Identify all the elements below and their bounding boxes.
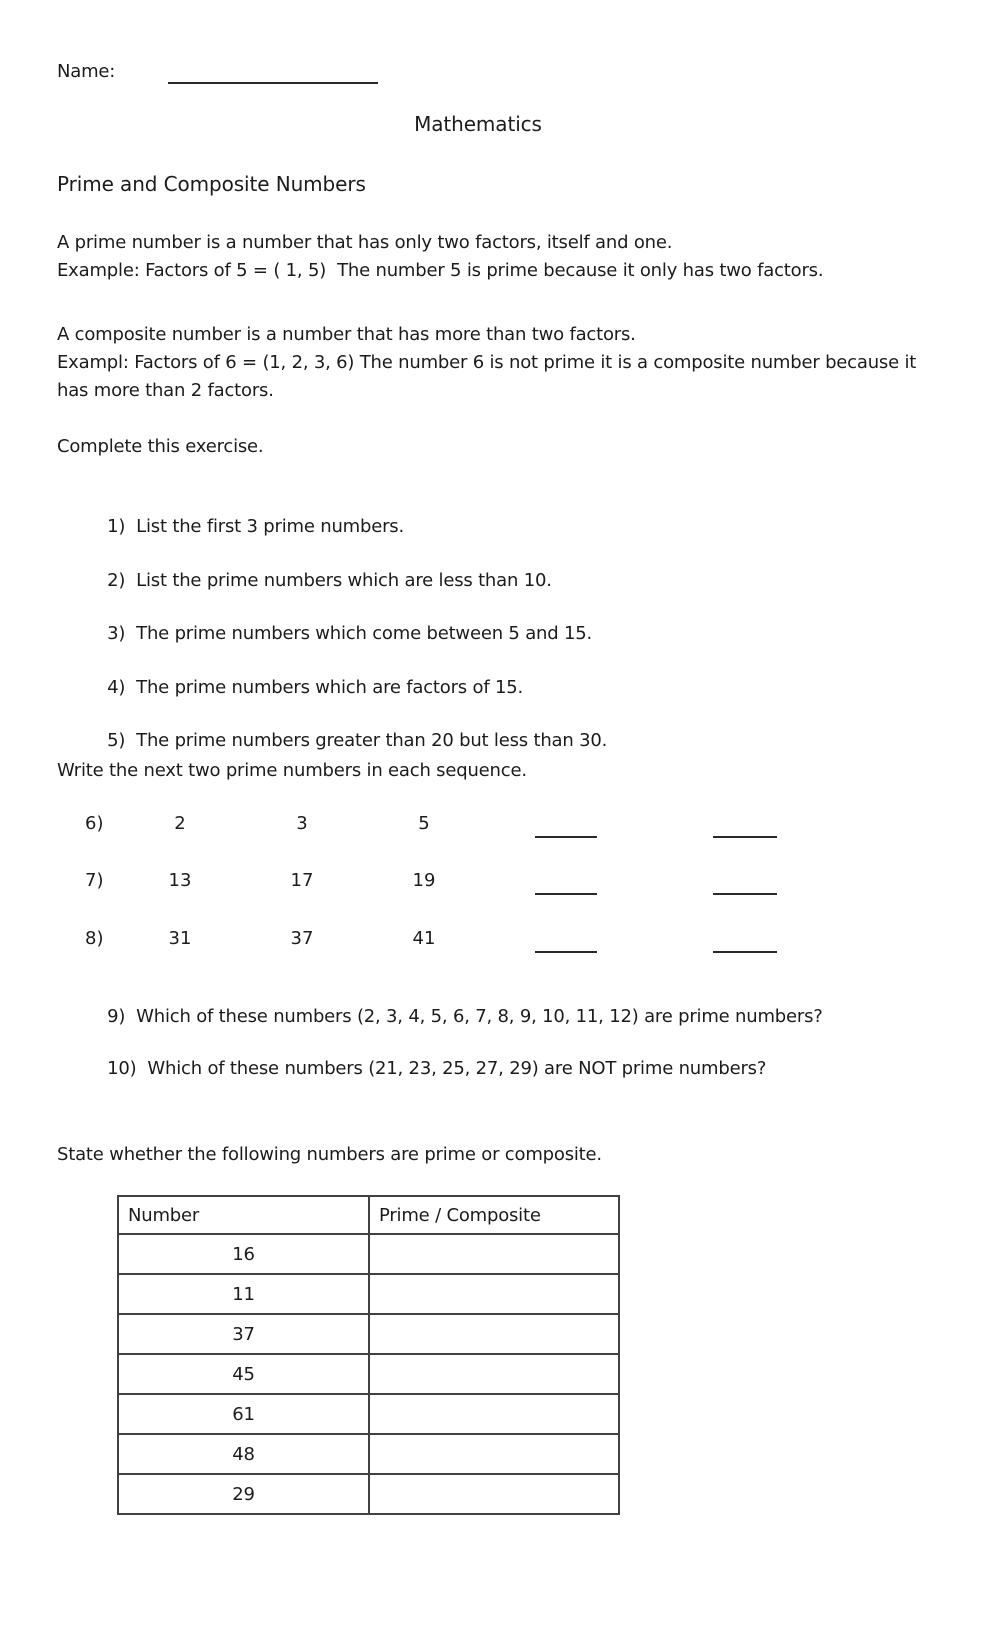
sequence-value: 37 <box>290 928 314 949</box>
question-row-10 <box>85 1033 766 1105</box>
answer-blank-1[interactable] <box>535 818 597 838</box>
answer-blank-2[interactable] <box>713 933 777 953</box>
worksheet-title: Prime and Composite Numbers <box>57 172 366 196</box>
answer-blank-1[interactable] <box>535 933 597 953</box>
question-text: The prime numbers which are factors of 15. <box>136 677 523 698</box>
question-text: Which of these numbers (2, 3, 4, 5, 6, 7, 8, 9, 10, 11, 12) are prime numbers? <box>136 1006 823 1027</box>
number-cell: 16 <box>118 1234 369 1274</box>
question-text: The prime numbers greater than 20 but less than 30. <box>136 730 608 751</box>
answer-cell[interactable] <box>369 1354 619 1394</box>
table-row <box>118 1434 619 1474</box>
sequence-number: 8) <box>85 928 104 949</box>
prime-composite-table <box>117 1195 620 1515</box>
number-cell: 11 <box>118 1274 369 1314</box>
answer-blank-2[interactable] <box>713 875 777 895</box>
prime-definition-line-1: A prime number is a number that has only two factors, itself and one. <box>57 232 673 253</box>
sequence-row-7 <box>0 870 1000 896</box>
answer-cell[interactable] <box>369 1274 619 1314</box>
composite-definition-line-3: has more than 2 factors. <box>57 380 274 401</box>
sequence-value: 41 <box>412 928 436 949</box>
table-header-row <box>118 1196 619 1234</box>
table-prompt: State whether the following numbers are prime or composite. <box>57 1144 602 1165</box>
page-title: Mathematics <box>414 112 542 136</box>
answer-blank-1[interactable] <box>535 875 597 895</box>
sequence-prompt: Write the next two prime numbers in each sequence. <box>57 760 527 781</box>
name-field-line[interactable] <box>168 60 378 84</box>
composite-definition-line-2: Exampl: Factors of 6 = (1, 2, 3, 6) The number 6 is not prime it is a composite number because it <box>57 352 917 373</box>
question-text: The prime numbers which come between 5 and 15. <box>136 623 593 644</box>
table-row <box>118 1474 619 1514</box>
sequence-number: 6) <box>85 813 104 834</box>
number-cell: 29 <box>118 1474 369 1514</box>
sequence-value: 2 <box>174 813 186 834</box>
question-number: 5) <box>107 730 126 751</box>
answer-cell[interactable] <box>369 1474 619 1514</box>
question-text: Which of these numbers (21, 23, 25, 27, 29) are NOT prime numbers? <box>147 1058 767 1079</box>
question-number: 10) <box>107 1058 137 1079</box>
question-number: 9) <box>107 1006 126 1027</box>
table-row <box>118 1354 619 1394</box>
table-header-prime-composite: Prime / Composite <box>369 1196 619 1234</box>
sequence-value: 19 <box>412 870 436 891</box>
question-text: List the prime numbers which are less than 10. <box>136 570 552 591</box>
sequence-row-6 <box>0 813 1000 839</box>
answer-cell[interactable] <box>369 1234 619 1274</box>
sequence-number: 7) <box>85 870 104 891</box>
question-number: 4) <box>107 677 126 698</box>
question-number: 1) <box>107 516 126 537</box>
number-cell: 37 <box>118 1314 369 1354</box>
number-cell: 48 <box>118 1434 369 1474</box>
question-number: 2) <box>107 570 126 591</box>
answer-blank-2[interactable] <box>713 818 777 838</box>
table-header-number: Number <box>118 1196 369 1234</box>
composite-definition-line-1: A composite number is a number that has more than two factors. <box>57 324 636 345</box>
question-text: List the first 3 prime numbers. <box>136 516 404 537</box>
answer-cell[interactable] <box>369 1434 619 1474</box>
prime-definition-line-2: Example: Factors of 5 = ( 1, 5) The number 5 is prime because it only has two factors. <box>57 260 824 281</box>
number-cell: 45 <box>118 1354 369 1394</box>
table-row <box>118 1314 619 1354</box>
sequence-value: 13 <box>168 870 192 891</box>
answer-cell[interactable] <box>369 1394 619 1434</box>
table-row <box>118 1394 619 1434</box>
complete-exercise-instruction: Complete this exercise. <box>57 436 264 457</box>
table-row <box>118 1274 619 1314</box>
number-cell: 61 <box>118 1394 369 1434</box>
sequence-value: 31 <box>168 928 192 949</box>
sequence-value: 17 <box>290 870 314 891</box>
table-row <box>118 1234 619 1274</box>
sequence-value: 5 <box>418 813 430 834</box>
question-number: 3) <box>107 623 126 644</box>
name-label: Name: <box>57 61 116 82</box>
sequence-row-8 <box>0 928 1000 954</box>
sequence-value: 3 <box>296 813 308 834</box>
answer-cell[interactable] <box>369 1314 619 1354</box>
